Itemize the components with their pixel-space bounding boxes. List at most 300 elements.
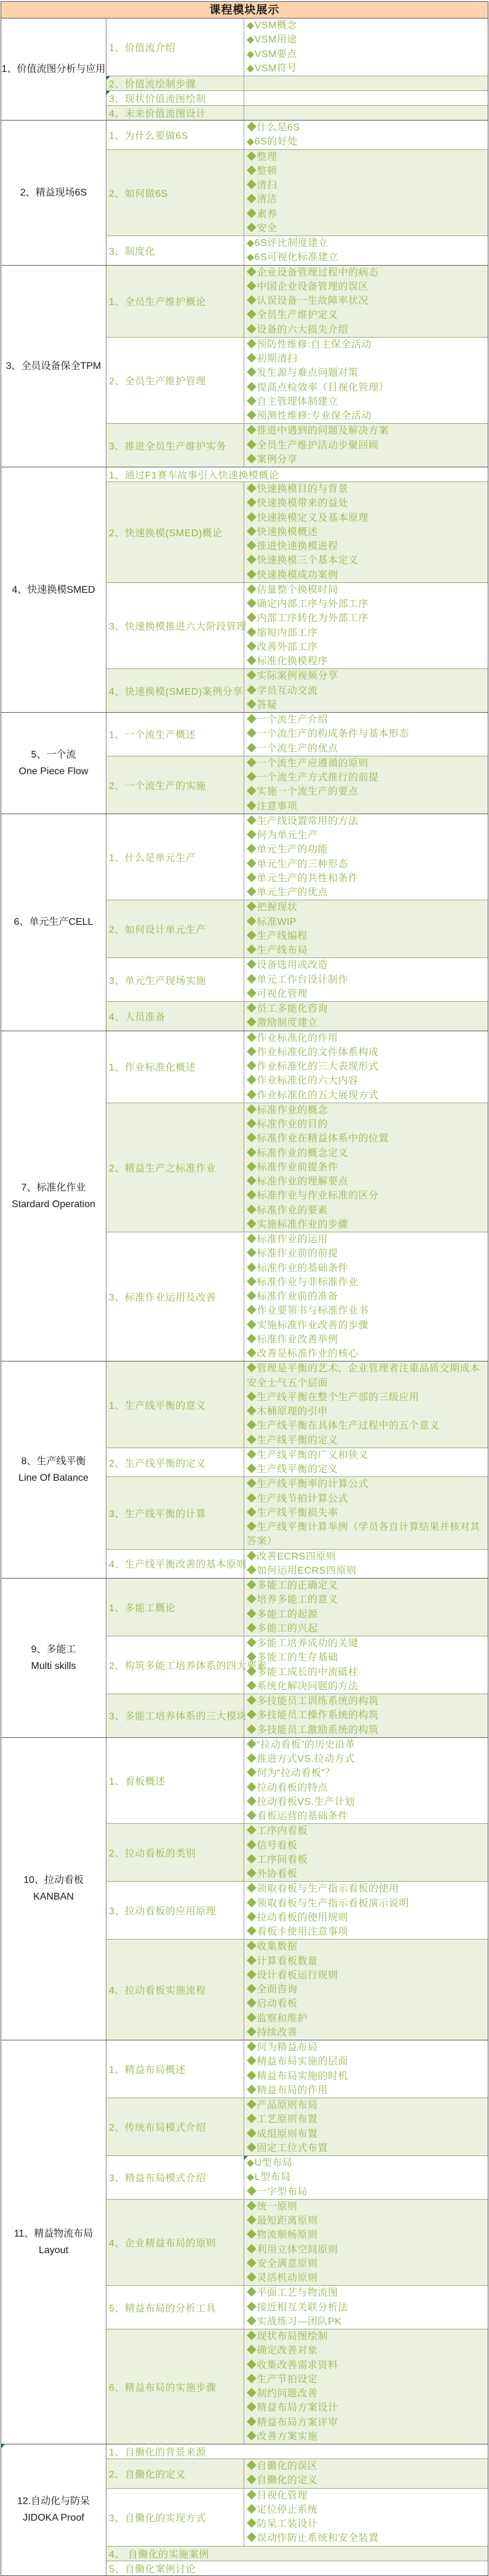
bullet-item: ◆标准作业改善举例 bbox=[247, 1334, 338, 1345]
bullet-item: ◆整顿 bbox=[247, 165, 277, 176]
bullet-item: ◆拉动看板的使用规则 bbox=[247, 1912, 349, 1923]
bullet-item: ◆启动看板 bbox=[247, 1999, 298, 2010]
bullet-item: ◆学员互动交流 bbox=[247, 685, 318, 696]
bullet-item: ◆多技能员工操作系统的构筑 bbox=[247, 1710, 379, 1721]
subtopic-cell: 1、生产线平衡的意义 bbox=[106, 1361, 244, 1448]
bullet-list-cell bbox=[244, 1940, 488, 2040]
subtopic-cell: 1、价值流介绍 bbox=[106, 18, 244, 76]
bullet-item: ◆持续改善 bbox=[247, 2027, 298, 2038]
bullet-item: ◆作业标准化的五大展现方式 bbox=[247, 1090, 379, 1101]
bullet-list-cell bbox=[244, 1738, 488, 1824]
module-name-line: KANBAN bbox=[33, 1892, 74, 1903]
table-row bbox=[106, 1361, 488, 1448]
module-name-cell bbox=[1, 1031, 106, 1361]
module-subrows bbox=[106, 1579, 488, 1737]
module-name-cell bbox=[1, 1738, 106, 2040]
bullet-item: ◆拉动看板的特点 bbox=[247, 1782, 328, 1793]
module-row-1 bbox=[1, 18, 488, 121]
module-name-line: 4、快速换模SMED bbox=[12, 584, 95, 595]
bullet-item: ◆确定改善对象 bbox=[247, 2345, 318, 2356]
table-row bbox=[106, 1636, 488, 1694]
subtopic-cell: 1、一个流生产概述 bbox=[106, 713, 244, 756]
bullet-item: ◆快速换模带来的益处 bbox=[247, 498, 349, 509]
table-row bbox=[106, 583, 488, 670]
module-name-cell bbox=[1, 2040, 106, 2444]
subtopic-cell: 4、人员准备 bbox=[106, 1002, 244, 1031]
bullet-item: ◆制约问题改善 bbox=[247, 2388, 318, 2399]
bullet-item: ◆收集数据 bbox=[247, 1941, 298, 1952]
bullet-item: ◆实施标准作业的步骤 bbox=[247, 1219, 349, 1230]
bullet-list-cell bbox=[244, 424, 488, 467]
bullet-item: ◆自主管理体制建立 bbox=[247, 396, 338, 407]
bullet-item: ◆作业标准化的作用 bbox=[247, 1032, 338, 1044]
bullet-item: ◆最短距离原则 bbox=[247, 2216, 318, 2226]
module-name-line: 6、单元生产CELL bbox=[14, 917, 93, 928]
bullet-item: ◆生产线节拍计算公式 bbox=[247, 1493, 349, 1504]
bullet-list-cell bbox=[244, 2040, 488, 2098]
bullet-item: ◆监察和维护 bbox=[247, 2013, 308, 2024]
module-subrows bbox=[106, 814, 488, 1031]
module-subrows bbox=[106, 713, 488, 814]
table-row bbox=[106, 1738, 488, 1825]
bullet-list-cell bbox=[244, 958, 488, 1001]
bullet-list-cell bbox=[244, 1824, 488, 1881]
bullet-item: ◆安全 bbox=[247, 223, 277, 234]
bullet-list-cell bbox=[244, 1477, 488, 1548]
subtopic-cell: 2、自働化的定义 bbox=[106, 2459, 244, 2488]
bullet-item: ◆产品原则布局 bbox=[247, 2100, 318, 2110]
module-subrows bbox=[106, 266, 488, 467]
bullet-item: ◆生产线平衡率的计算公式 bbox=[247, 1479, 369, 1490]
bullet-item: ◆企业设备管理过程中的病态 bbox=[247, 267, 379, 278]
bullet-item: ◆VSM概念 bbox=[247, 20, 297, 31]
subtopic-cell: 2、精益生产之标准作业 bbox=[106, 1103, 244, 1232]
bullet-item: ◆生产节拍设定 bbox=[247, 2374, 318, 2385]
bullet-item: ◆标准作业的概念 bbox=[247, 1104, 328, 1116]
bullet-item: ◆标准作业的理解要点 bbox=[247, 1176, 349, 1187]
module-name-cell bbox=[1, 266, 106, 467]
module-name-line: 5、一个流 bbox=[31, 749, 76, 760]
bullet-item: ◆“拉动看板”的历史沿革 bbox=[247, 1739, 356, 1750]
bullet-item: ◆生产线平衡损失率 bbox=[247, 1507, 338, 1518]
bullet-item: ◆6S可视化标准建立 bbox=[247, 252, 338, 263]
bullet-list-cell bbox=[244, 2286, 488, 2329]
bullet-item: ◆可视化管理 bbox=[247, 988, 308, 999]
bullet-item: ◆改善方案实施 bbox=[247, 2431, 318, 2442]
bullet-item: ◆作业标准化的三大表现形式 bbox=[247, 1061, 379, 1072]
bullet-item: ◆固定工位式布置 bbox=[247, 2142, 328, 2154]
bullet-item: ◆防呆工装设计 bbox=[247, 2519, 318, 2529]
table-row bbox=[106, 2489, 488, 2546]
bullet-item: ◆单元生产的共性和条件 bbox=[247, 873, 359, 884]
bullet-item: ◆看板卡使用注意事项 bbox=[247, 1927, 349, 1937]
bullet-item: ◆工序内看板 bbox=[247, 1826, 308, 1837]
bullet-item: ◆标准作业与非标准作业 bbox=[247, 1277, 359, 1288]
bullet-item: ◆一字型布局 bbox=[247, 2186, 308, 2197]
bullet-item: ◆标准WIP bbox=[247, 916, 297, 927]
module-row-10 bbox=[1, 1738, 488, 2040]
bullet-item: ◆标准作业的运用 bbox=[247, 1234, 328, 1245]
bullet-item: ◆U型布局 bbox=[247, 2158, 293, 2168]
module-name-line: 8、生产线平衡 bbox=[21, 1456, 86, 1467]
table-row bbox=[106, 2200, 488, 2286]
module-subrows bbox=[106, 1738, 488, 2040]
subtopic-cell: 1、通过F1赛车故事引入快速换模概论 bbox=[109, 470, 279, 481]
bullet-item: ◆生产线平衡在整个生产部的三级应用 bbox=[247, 1392, 419, 1403]
module-row-8 bbox=[1, 1361, 488, 1579]
module-name-line: JIDOKA Proof bbox=[23, 2513, 84, 2524]
module-subrows bbox=[106, 1031, 488, 1361]
subtopic-cell: 3、标准作业运用及改善 bbox=[106, 1232, 244, 1361]
table-row bbox=[106, 1103, 488, 1232]
bullet-list-cell bbox=[244, 1636, 488, 1694]
bullet-item: ◆快速换模定义及基本原理 bbox=[247, 512, 369, 523]
bullet-item: ◆初期清扫 bbox=[247, 354, 298, 364]
table-row bbox=[106, 1579, 488, 1636]
table-row bbox=[106, 91, 488, 106]
subtopic-cell: 2、构筑多能工培养体系的四大要素 bbox=[106, 1636, 244, 1694]
subtopic-cell: 1、多能工概论 bbox=[106, 1579, 244, 1636]
subtopic-cell: 4、 自働化的实施案例 bbox=[109, 2549, 209, 2560]
module-name-cell bbox=[1, 1361, 106, 1578]
bullet-item: ◆推进快速换模进程 bbox=[247, 541, 338, 552]
bullet-item: ◆安全满意原则 bbox=[247, 2258, 318, 2269]
bullet-item: ◆灵活机动原则 bbox=[247, 2273, 318, 2283]
bullet-list-cell bbox=[244, 1361, 488, 1448]
table-row bbox=[106, 236, 488, 265]
bullet-item: ◆何为精益布局 bbox=[247, 2042, 318, 2053]
table-row bbox=[106, 2156, 488, 2200]
table-row bbox=[106, 2444, 488, 2459]
subtopic-cell: 5、精益布局的分析工具 bbox=[106, 2286, 244, 2329]
table-row bbox=[106, 467, 488, 482]
bullet-item: ◆成组原则布置 bbox=[247, 2128, 318, 2139]
bullet-item: ◆预防性维修:自主保全活动 bbox=[247, 339, 372, 350]
bullet-item: ◆平面工艺与物流图 bbox=[247, 2288, 338, 2299]
bullet-item: ◆清洁 bbox=[247, 194, 277, 205]
bullet-item: ◆设备的六大损失介绍 bbox=[247, 324, 349, 335]
bullet-item: ◆L型布局 bbox=[247, 2172, 291, 2183]
bullet-list-cell bbox=[244, 669, 488, 712]
table-row bbox=[106, 2286, 488, 2329]
bullet-item: ◆利用立体空间原则 bbox=[247, 2244, 338, 2255]
bullet-item: ◆接近相互关联分析法 bbox=[247, 2302, 349, 2313]
subtopic-cell: 1、精益布局概述 bbox=[106, 2040, 244, 2098]
module-name-cell bbox=[1, 2444, 106, 2575]
module-row-2 bbox=[1, 121, 488, 266]
subtopic-cell: 3、推进全员生产维护实务 bbox=[106, 424, 244, 467]
bullet-item: ◆工艺原则布置 bbox=[247, 2114, 318, 2125]
bullet-item: ◆一个流生产方式推行的前提 bbox=[247, 772, 379, 783]
module-name-line: 3、全员设备保全TPM bbox=[6, 360, 101, 371]
subtopic-cell: 1、全员生产维护概论 bbox=[106, 266, 244, 337]
bullet-list-cell bbox=[244, 814, 488, 900]
table-row bbox=[106, 266, 488, 338]
module-name-line: 10、拉动看板 bbox=[23, 1875, 84, 1886]
table-row bbox=[106, 2546, 488, 2561]
bullet-item: ◆激励制度建立 bbox=[247, 1018, 318, 1029]
module-row-5 bbox=[1, 713, 488, 814]
bullet-item: ◆改善外部工序 bbox=[247, 641, 318, 652]
table-row bbox=[106, 1882, 488, 1940]
module-name-cell bbox=[1, 713, 106, 814]
bullet-list-cell bbox=[244, 1882, 488, 1939]
module-name-line: 7、标准化作业 bbox=[21, 1182, 86, 1193]
bullet-list-cell bbox=[244, 756, 488, 814]
table-row bbox=[106, 814, 488, 901]
bullet-list-cell bbox=[244, 1031, 488, 1103]
subtopic-cell: 4、拉动看板实施流程 bbox=[106, 1940, 244, 2040]
bullet-item: ◆发生源与难点问题对策 bbox=[247, 368, 359, 379]
module-subrows bbox=[106, 121, 488, 265]
bullet-item: ◆员工多能化咨询 bbox=[247, 1004, 328, 1014]
bullet-list-cell bbox=[244, 2329, 488, 2444]
bullet-item: ◆一个流生产的构成条件与基本形态 bbox=[247, 729, 410, 740]
subtopic-cell: 4、生产线平衡改善的基本原则 bbox=[106, 1550, 244, 1579]
table-row bbox=[106, 713, 488, 756]
module-name-line: Line Of Balance bbox=[18, 1473, 89, 1484]
bullet-item: ◆标准作业与作业标准的区分 bbox=[247, 1191, 379, 1202]
bullet-item: ◆多能工的兴起 bbox=[247, 1623, 318, 1634]
course-table bbox=[1, 18, 488, 2576]
bullet-list-cell bbox=[244, 713, 488, 756]
bullet-list-cell bbox=[244, 1448, 488, 1477]
bullet-item: ◆改善ECRS四原则 bbox=[247, 1551, 336, 1562]
bullet-item: ◆6S评比制度建立 bbox=[247, 238, 328, 248]
bullet-item: ◆推进中遇到的问题及解决方案 bbox=[247, 426, 389, 437]
bullet-item: ◆木桶原理的引申 bbox=[247, 1406, 328, 1417]
bullet-item: ◆标准作业的基础条件 bbox=[247, 1262, 349, 1274]
module-subrows bbox=[106, 18, 488, 120]
bullet-item: ◆生产线平衡的定义 bbox=[247, 1435, 338, 1446]
bullet-item: ◆信号看板 bbox=[247, 1840, 298, 1851]
bullet-item: ◆精益布局方案设计 bbox=[247, 2403, 338, 2414]
bullet-item: ◆实施一个流生产的要点 bbox=[247, 787, 359, 798]
subtopic-cell: 1、作业标准化概述 bbox=[106, 1031, 244, 1103]
bullet-item: ◆VSM符号 bbox=[247, 63, 297, 74]
bullet-item: ◆全面咨询 bbox=[247, 1984, 298, 1995]
bullet-list-cell bbox=[244, 2489, 488, 2546]
table-row bbox=[106, 1002, 488, 1031]
bullet-item: ◆标准化换模程序 bbox=[247, 656, 328, 667]
bullet-item: ◆看板运营的基础条件 bbox=[247, 1811, 349, 1821]
bullet-list-cell bbox=[244, 236, 488, 265]
bullet-item: ◆标准作业在精益体系中的位置 bbox=[247, 1133, 389, 1144]
subtopic-cell: 2、生产线平衡的定义 bbox=[106, 1448, 244, 1477]
subtopic-cell: 2、如何做6S bbox=[106, 150, 244, 236]
bullet-item: ◆认误设备一生故障率状况 bbox=[247, 296, 369, 306]
subtopic-cell: 1、什么是单元生产 bbox=[106, 814, 244, 900]
module-name-cell bbox=[1, 467, 106, 712]
bullet-list-cell bbox=[244, 76, 488, 90]
bullet-item: ◆目视化管理 bbox=[247, 2490, 308, 2501]
bullet-item: ◆多能工培养成功的关键 bbox=[247, 1638, 359, 1649]
bullet-item: ◆估量整个换模时间 bbox=[247, 584, 338, 595]
bullet-item: ◆清扫 bbox=[247, 180, 277, 191]
module-row-9 bbox=[1, 1579, 488, 1738]
bullet-item: ◆答疑 bbox=[247, 699, 277, 710]
bullet-list-cell bbox=[244, 1579, 488, 1636]
subtopic-cell: 1、看板概述 bbox=[106, 1738, 244, 1824]
bullet-item: ◆快速换模三个基本定义 bbox=[247, 555, 359, 566]
bullet-item: ◆何为单元生产 bbox=[247, 830, 318, 841]
table-row bbox=[106, 18, 488, 76]
bullet-item: ◆多能工的正确定义 bbox=[247, 1580, 338, 1591]
bullet-list-cell bbox=[244, 2156, 488, 2199]
bullet-item: ◆自働化的误区 bbox=[247, 2461, 318, 2471]
bullet-item: ◆作业标准化的文件体系构成 bbox=[247, 1047, 379, 1058]
bullet-item: ◆生产线平衡的定义 bbox=[247, 1464, 338, 1475]
bullet-item: ◆培养多能工的意义 bbox=[247, 1595, 338, 1606]
bullet-item: ◆标准作业的目的 bbox=[247, 1119, 328, 1130]
subtopic-cell: 4、企业精益布局的原则 bbox=[106, 2200, 244, 2286]
table-row bbox=[106, 1232, 488, 1361]
subtopic-cell: 4、快速换模(SMED)案例分享 bbox=[106, 669, 244, 712]
bullet-item: ◆多技能员工激励系统的构筑 bbox=[247, 1724, 379, 1735]
bullet-list-cell bbox=[244, 482, 488, 582]
module-row-7 bbox=[1, 1031, 488, 1362]
subtopic-cell: 2、一个流生产的实施 bbox=[106, 756, 244, 814]
bullet-list-cell bbox=[244, 1103, 488, 1232]
bullet-list-cell bbox=[244, 1232, 488, 1361]
bullet-item: ◆一个流生产介绍 bbox=[247, 715, 328, 725]
bullet-item: ◆素养 bbox=[247, 208, 277, 220]
bullet-item: ◆单元生产的三种形态 bbox=[247, 858, 349, 870]
module-row-12 bbox=[1, 2444, 488, 2575]
subtopic-cell: 3、多能工培养体系的三大模块 bbox=[106, 1694, 244, 1737]
bullet-list-cell bbox=[244, 2098, 488, 2155]
bullet-item: ◆6S的好处 bbox=[247, 137, 298, 148]
bullet-list-cell bbox=[244, 106, 488, 120]
module-name-line: Layout bbox=[38, 2245, 69, 2256]
bullet-list-cell bbox=[244, 338, 488, 424]
subtopic-cell: 2、如何设计单元生产 bbox=[106, 900, 244, 957]
bullet-item: ◆快速换模概述 bbox=[247, 526, 318, 537]
table-row bbox=[106, 2040, 488, 2098]
module-subrows bbox=[106, 2444, 488, 2575]
bullet-item: ◆设计看板运行规则 bbox=[247, 1970, 338, 1981]
bullet-item: ◆标准作业的要素 bbox=[247, 1205, 328, 1216]
table-row bbox=[106, 2329, 488, 2444]
bullet-item: ◆现状布局图绘制 bbox=[247, 2331, 328, 2342]
bullet-item: ◆多能工的起源 bbox=[247, 1609, 318, 1620]
bullet-item: ◆何为“拉动看板”？ bbox=[247, 1768, 335, 1779]
module-subrows bbox=[106, 1361, 488, 1578]
bullet-item: ◆误动作防止系统和安全装置 bbox=[247, 2533, 379, 2544]
table-row bbox=[106, 900, 488, 958]
subtopic-cell: 3、现状价值流图绘制 bbox=[106, 91, 244, 105]
bullet-item: ◆整理 bbox=[247, 151, 277, 162]
bullet-list-cell bbox=[244, 121, 488, 149]
table-row bbox=[106, 338, 488, 424]
module-row-11 bbox=[1, 2040, 488, 2444]
subtopic-cell: 1、为什么要做6S bbox=[106, 121, 244, 149]
table-row bbox=[106, 1031, 488, 1103]
subtopic-cell: 2、快速换模(SMED)概论 bbox=[106, 482, 244, 582]
table-row bbox=[106, 2459, 488, 2489]
bullet-item: ◆全员生产维护定义 bbox=[247, 310, 338, 321]
bullet-item: ◆推进方式VS.拉动方式 bbox=[247, 1754, 355, 1764]
table-row bbox=[106, 121, 488, 150]
module-name-line: Multi skills bbox=[31, 1660, 76, 1671]
bullet-list-cell bbox=[244, 18, 488, 76]
table-row bbox=[106, 756, 488, 814]
bullet-item: ◆改善是标准作业的核心 bbox=[247, 1349, 359, 1359]
bullet-item: ◆提高点检效率（目视化管理） bbox=[247, 382, 389, 393]
bullet-item: ◆生产线平衡在具体生产过程中的五个意义 bbox=[247, 1421, 440, 1432]
bullet-item: ◆多能工成长的中流砥柱 bbox=[247, 1666, 359, 1678]
subtopic-cell: 3、单元生产现场实施 bbox=[106, 958, 244, 1001]
module-row-6 bbox=[1, 814, 488, 1031]
module-row-4 bbox=[1, 467, 488, 713]
table-row bbox=[106, 482, 488, 583]
module-name-cell bbox=[1, 18, 106, 120]
module-name-line: 9、多能工 bbox=[31, 1644, 76, 1655]
module-name-cell bbox=[1, 121, 106, 265]
bullet-item: ◆自働化的定义 bbox=[247, 2475, 318, 2486]
bullet-item: ◆领取看板与生产指示看板演示说明 bbox=[247, 1898, 410, 1909]
module-name-line: Stardard Operation bbox=[11, 1199, 96, 1210]
subtopic-cell: 3、制度化 bbox=[106, 236, 244, 265]
bullet-list-cell bbox=[244, 150, 488, 236]
bullet-item: ◆预测性维修:专业保全活动 bbox=[247, 411, 372, 421]
bullet-list-cell bbox=[244, 583, 488, 669]
module-name-cell bbox=[1, 814, 106, 1031]
bullet-item: ◆VSM要点 bbox=[247, 49, 297, 60]
bullet-item: ◆标准作业的概念定义 bbox=[247, 1147, 349, 1159]
bullet-item: ◆系统化解决问题的方法 bbox=[247, 1681, 359, 1692]
bullet-item: ◆单元生产的优点 bbox=[247, 887, 328, 898]
bullet-item: ◆多技能员工训练系统的构筑 bbox=[247, 1696, 379, 1706]
subtopic-cell: 3、拉动看板的应用原理 bbox=[106, 1882, 244, 1939]
table-row bbox=[106, 1477, 488, 1549]
module-row-3 bbox=[1, 266, 488, 468]
bullet-item: ◆定位停止系统 bbox=[247, 2504, 318, 2515]
table-row bbox=[106, 669, 488, 712]
bullet-item: ◆生产线编程 bbox=[247, 930, 308, 941]
table-row bbox=[106, 1694, 488, 1737]
bullet-item: ◆作业要领书与标准作业书 bbox=[247, 1306, 369, 1317]
bullet-item: ◆工序间看板 bbox=[247, 1854, 308, 1865]
bullet-item: ◆VSM用途 bbox=[247, 34, 297, 46]
table-row bbox=[106, 150, 488, 237]
page-title: 课程模块展示 bbox=[1, 1, 488, 18]
bullet-item: ◆实施标准作业改善的步骤 bbox=[247, 1320, 369, 1331]
bullet-list-cell bbox=[244, 266, 488, 337]
bullet-item: ◆精益布局的作用 bbox=[247, 2085, 328, 2096]
module-name-line: One Piece Flow bbox=[18, 766, 89, 777]
bullet-list-cell bbox=[244, 1550, 488, 1579]
subtopic-cell: 2、价值流绘制步骤 bbox=[106, 76, 244, 90]
bullet-item: ◆计算看板数量 bbox=[247, 1956, 318, 1967]
module-name-line: 11、精益物流布局 bbox=[14, 2229, 93, 2239]
table-row bbox=[106, 1940, 488, 2040]
module-name-cell bbox=[1, 1579, 106, 1737]
bullet-item: ◆快速换模成功案例 bbox=[247, 569, 338, 581]
subtopic-cell: 3、快速换模推进六大阶段管理 bbox=[106, 583, 244, 669]
bullet-item: ◆生产线布局 bbox=[247, 945, 308, 956]
bullet-list-cell bbox=[244, 2200, 488, 2286]
bullet-item: ◆收集改善需求资料 bbox=[247, 2360, 338, 2371]
bullet-item: ◆单元生产的功能 bbox=[247, 844, 328, 855]
table-row bbox=[106, 76, 488, 91]
bullet-item: ◆拉动看板VS.生产计划 bbox=[247, 1796, 355, 1807]
module-name-line: 12.自动化与防呆 bbox=[17, 2496, 90, 2507]
bullet-item: ◆精益布局实施的时机 bbox=[247, 2071, 349, 2082]
bullet-list-cell bbox=[244, 1002, 488, 1031]
bullet-item: ◆精益布局实施的层面 bbox=[247, 2056, 349, 2067]
bullet-item: ◆物流顺畅原则 bbox=[247, 2230, 318, 2241]
